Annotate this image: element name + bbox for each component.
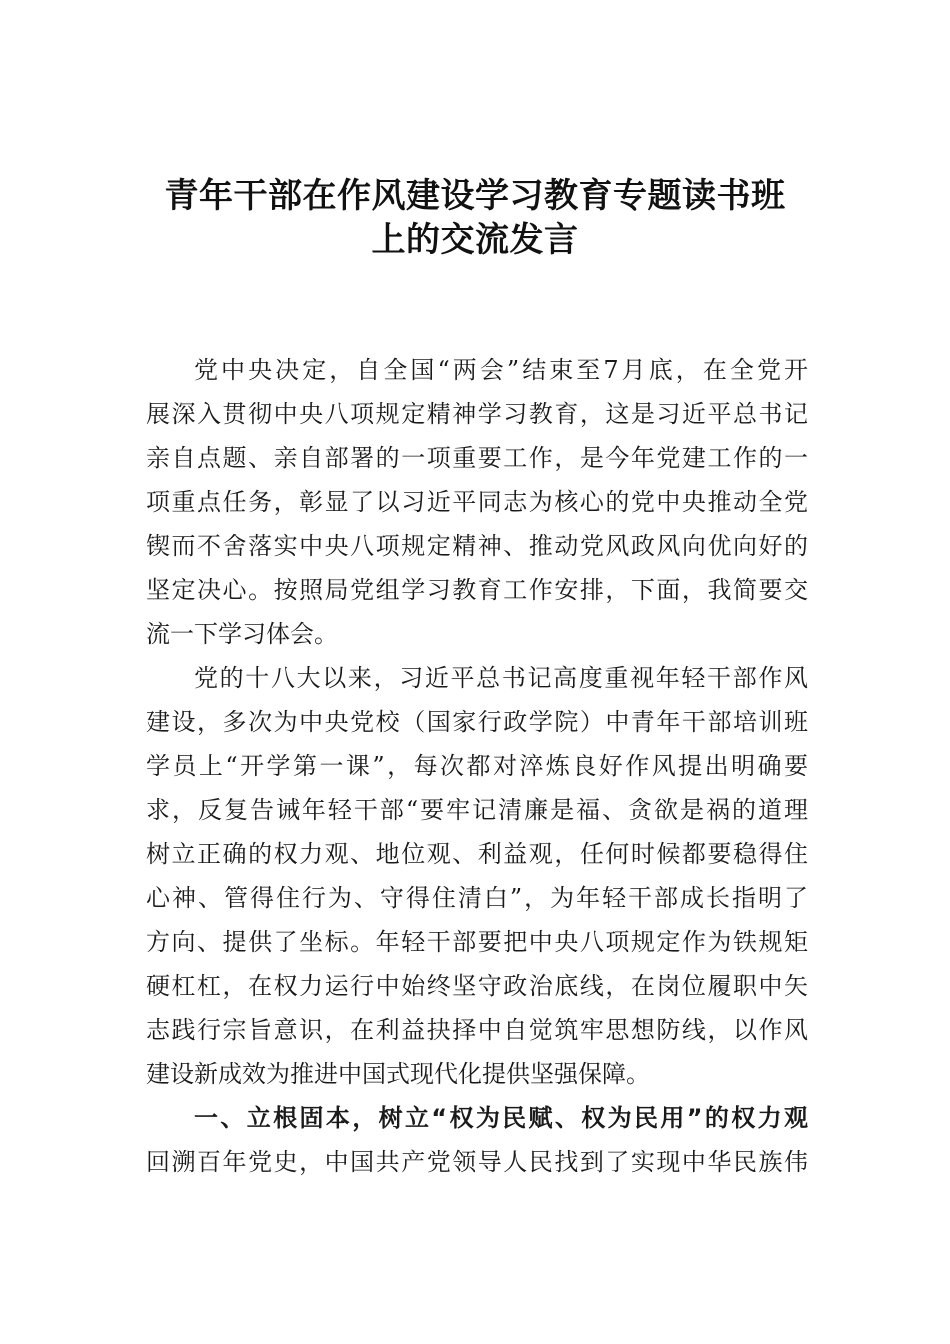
paragraph-line: 方向、提供了坐标。年轻干部要把中央八项规定作为铁规矩 [146,928,808,956]
paragraph-line: 求，反复告诫年轻干部“要牢记清廉是福、贪欲是祸的道理 [146,796,808,824]
paragraph-line: 学员上“开学第一课”，每次都对淬炼良好作风提出明确要 [146,752,808,780]
paragraph-line: 硬杠杠，在权力运行中始终坚守政治底线，在岗位履职中矢 [146,972,808,1000]
paragraph-line: 建设，多次为中央党校（国家行政学院）中青年干部培训班 [146,708,808,736]
paragraph-line: 树立正确的权力观、地位观、利益观，任何时候都要稳得住 [146,840,808,868]
section-heading: 一、立根固本，树立“权为民赋、权为民用”的权力观 [194,1104,808,1132]
paragraph-2 [146,656,808,1096]
paragraph-line: 锲而不舍落实中央八项规定精神、推动党风政风向优向好的 [146,532,808,560]
paragraph-3 [146,1140,808,1184]
paragraph-line: 建设新成效为推进中国式现代化提供坚强保障。 [146,1060,650,1088]
paragraph-line: 回溯百年党史，中国共产党领导人民找到了实现中华民族伟 [146,1148,808,1176]
document-body [146,348,808,1184]
paragraph-line: 党的十八大以来，习近平总书记高度重视年轻干部作风 [194,664,808,692]
paragraph-line: 党中央决定，自全国“两会”结束至7月底，在全党开 [194,356,808,384]
paragraph-line: 心神、管得住行为、守得住清白”，为年轻干部成长指明了 [146,884,808,912]
paragraph-line: 流一下学习体会。 [146,620,338,648]
paragraph-line: 坚定决心。按照局党组学习教育工作安排，下面，我简要交 [146,576,808,604]
paragraph-line: 志践行宗旨意识，在利益抉择中自觉筑牢思想防线，以作风 [146,1016,808,1044]
paragraph-line: 亲自点题、亲自部署的一项重要工作，是今年党建工作的一 [146,444,808,472]
document-title-line-2: 上的交流发言 [371,220,579,260]
document-title-line-1: 青年干部在作风建设学习教育专题读书班 [164,176,786,216]
paragraph-line: 项重点任务，彰显了以习近平同志为核心的党中央推动全党 [146,488,808,516]
paragraph-1 [146,348,808,656]
paragraph-line: 展深入贯彻中央八项规定精神学习教育，这是习近平总书记 [146,400,808,428]
